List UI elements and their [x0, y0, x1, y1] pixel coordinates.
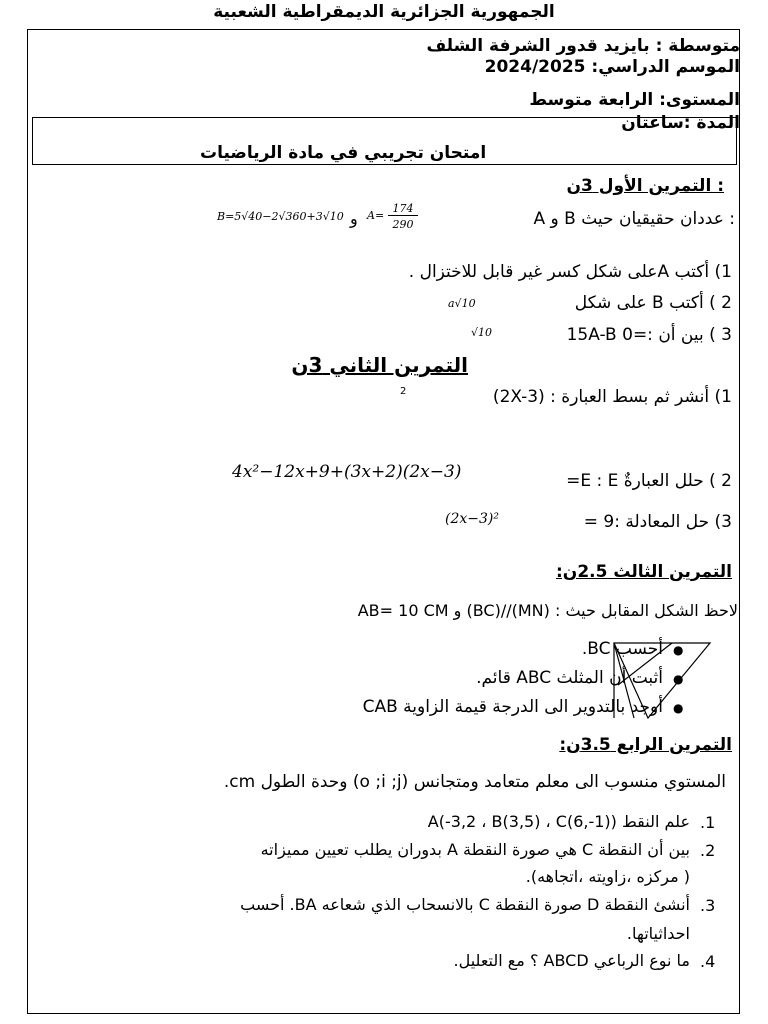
- ex4-item-3: أنشئ النقطة D صورة النقطة C بالانسحاب الذي شعاعه BA. أحسب: [240, 895, 690, 914]
- ex4-item-1-number: .1: [700, 813, 716, 832]
- ex4-item-2-continued: ( مركزه ،زاويته ،اتجاهه).: [525, 867, 690, 886]
- ex3-item-3: أوجد بالتدوير الى الدرجة قيمة الزاوية CAB: [362, 697, 663, 717]
- ex4-intro: المستوي منسوب الى معلم متعامد ومتجانس (o ;i ;j) وحدة الطول cm.: [223, 772, 726, 792]
- exam-duration: المدة :ساعتان: [621, 113, 740, 133]
- ex2-q1-exponent: 2: [400, 386, 407, 397]
- ex1-q2-expression: a√10: [448, 297, 476, 310]
- ex1-q2: 2 ) أكتب B على شكل: [574, 293, 732, 313]
- exam-title: امتحان تجريبي في مادة الرياضيات: [200, 143, 487, 163]
- ex4-item-2: بين أن النقطة C هي صورة النقطة A بدوران يطلب تعيين مميزاته: [260, 840, 690, 859]
- equation-expression: (2x−3)²: [445, 511, 499, 527]
- ex3-intro: لاحظ الشكل المقابل حيث : (MN)//(BC) و AB= 10 CM: [357, 601, 738, 620]
- a-label: A=: [367, 209, 385, 222]
- a-denominator: 290: [392, 218, 414, 231]
- ex4-item-3-number: .3: [700, 896, 716, 915]
- class-level: المستوى: الرابعة متوسط: [529, 90, 740, 110]
- e-expression: 4x²−12x+9+(3x+2)(2x−3): [232, 462, 462, 482]
- ex4-item-1: علم النقط (A(-3,2 ، B(3,5) ، C(6,-1): [427, 812, 690, 831]
- ex1-q3: 3 ) بين أن :=0 15A-B: [566, 325, 732, 345]
- school-season: الموسم الدراسي: 2024/2025: [484, 57, 740, 77]
- ex1-title: : التمرين الأول 3ن: [566, 176, 724, 196]
- school-name: متوسطة : بايزيد قدور الشرفة الشلف: [426, 36, 740, 56]
- ex4-item-3-continued: احداثياتها.: [626, 924, 690, 943]
- ex1-q3-expression: √10: [471, 326, 493, 339]
- ex3-item-1: أحسب BC.: [581, 639, 663, 659]
- ex2-q2: 2 ) حلل العبارةٌ E : E=: [566, 471, 732, 491]
- ex3-title: التمرين الثالث 2.5ن:: [556, 562, 732, 582]
- b-expression: B=5√40−2√360+3√10: [217, 210, 344, 223]
- bullet-3: ●: [673, 701, 684, 715]
- ex4-item-2-number: .2: [700, 841, 716, 860]
- ex2-title: التمرين الثاني 3ن: [291, 353, 468, 377]
- ex4-item-4: ما نوع الرباعي ABCD ؟ مع التعليل.: [453, 951, 690, 970]
- republic-header: الجمهورية الجزائرية الديمقراطية الشعبية: [213, 2, 555, 22]
- ex1-q1: 1) أكتب Aعلى شكل كسر غير قابل للاختزال .: [408, 262, 732, 282]
- ex2-q3: 3) حل المعادلة :9 =: [583, 512, 732, 532]
- bullet-2: ●: [673, 672, 684, 686]
- ex2-q1: 1) أنشر ثم بسط العبارة : (2X-3): [492, 387, 732, 407]
- and-word: و: [350, 209, 358, 228]
- ex4-title: التمرين الرابع 3.5ن:: [559, 735, 732, 755]
- ex3-item-2: أثبت أن المثلث ABC قائم.: [476, 668, 663, 688]
- ex1-intro: A و B عددان حقيقيان حيث :: [533, 209, 735, 229]
- ex4-item-4-number: .4: [700, 952, 716, 971]
- bullet-1: ●: [673, 643, 684, 657]
- a-numerator: 174: [388, 202, 418, 216]
